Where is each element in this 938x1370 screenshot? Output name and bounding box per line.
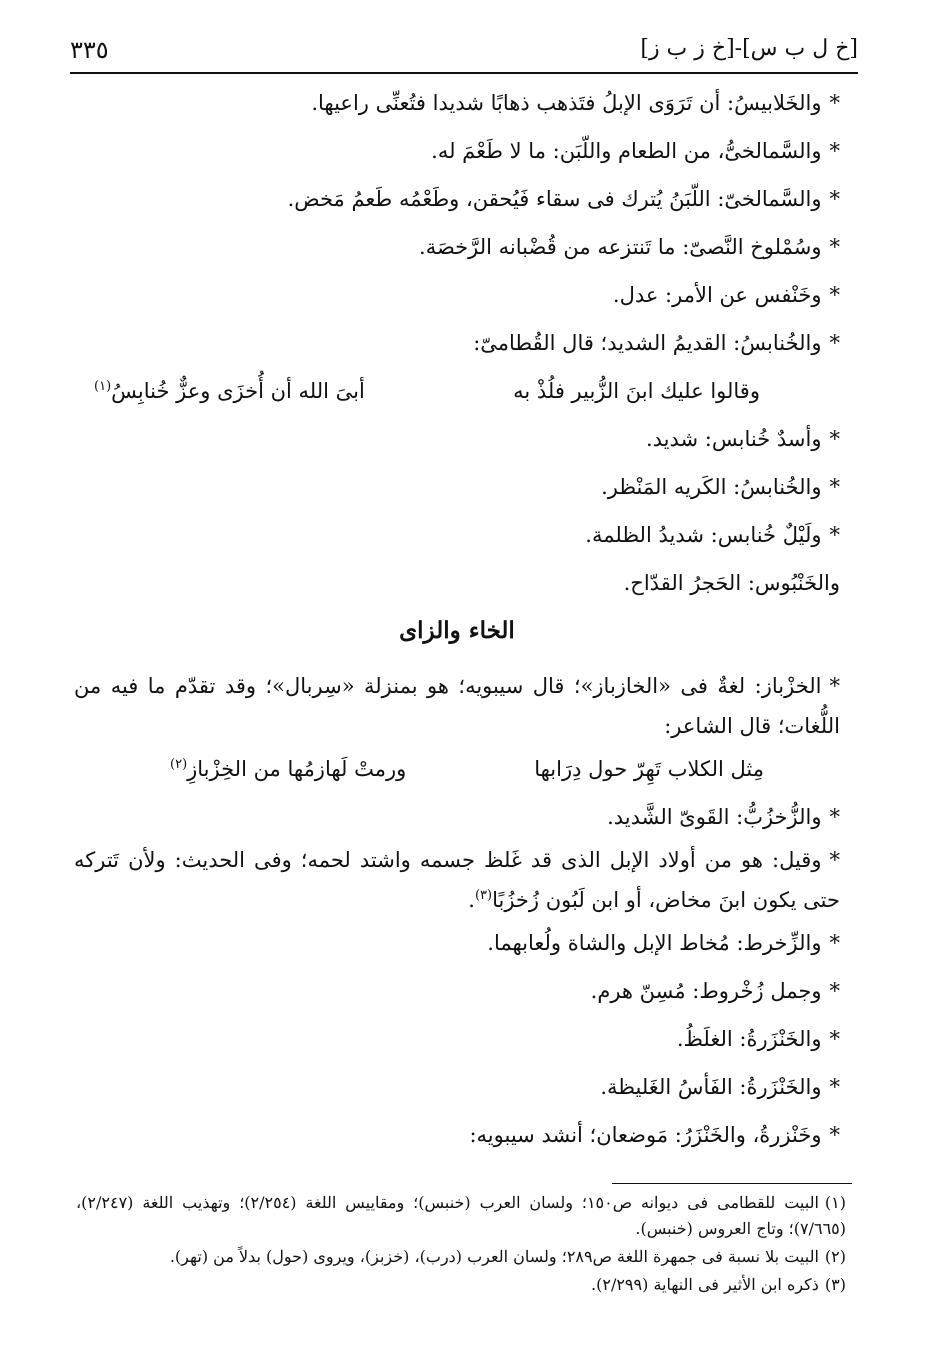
entry-text: والخُنابسُ: الكَريه المَنْظر. bbox=[601, 475, 822, 499]
entry-star: * bbox=[829, 1075, 840, 1099]
entry-line bbox=[74, 472, 840, 502]
entry-line bbox=[74, 280, 840, 310]
entry-line bbox=[74, 1120, 840, 1150]
entry-text: والخَنْبُوس: الحَجرُ القدّاح. bbox=[623, 571, 840, 595]
entry-star: * bbox=[829, 674, 840, 698]
footnote-text: البيت للقطامى فى ديوانه ص١٥٠؛ ولسان العرب (خنبس)؛ ومقاييس اللغة (٢/٢٥٤)؛ وتهذيب اللغة (٢/٢٤٧)، (٧/٦٦٥)؛ وتاج العروس (خنبس). bbox=[76, 1193, 846, 1238]
entry-text: وخَنْفس عن الأمر: عدل. bbox=[612, 283, 822, 307]
footnote-number: (٣) bbox=[824, 1275, 846, 1294]
footnote-text: ذكره ابن الأثير فى النهاية (٢/٢٩٩). bbox=[591, 1275, 819, 1294]
entry-star: * bbox=[829, 187, 840, 211]
entry-text: وسُمْلوخ النَّصىّ: ما تَنتزعه من قُضْبانه الرَّخصَة. bbox=[419, 235, 822, 259]
footnote-number: (١) bbox=[824, 1193, 846, 1212]
verse-hemistich-second bbox=[170, 754, 406, 784]
page-header bbox=[70, 30, 858, 70]
entry-paragraph bbox=[74, 666, 840, 746]
entry-text: والخَنْزَرةُ: الفَأسُ الغَليظة. bbox=[600, 1075, 822, 1099]
entry-text: ولَيْلٌ خُنابس: شديدُ الظلمة. bbox=[585, 523, 822, 547]
footnote-item bbox=[76, 1190, 846, 1242]
entry-text: وخَنْزرةُ، والخَنْزَرُ: مَوضعان؛ أنشد سيبويه: bbox=[469, 1123, 822, 1147]
entry-star: * bbox=[829, 931, 840, 955]
entry-star: * bbox=[829, 979, 840, 1003]
footnote-ref: (١) bbox=[94, 379, 112, 394]
section-heading: الخاء والزاى bbox=[399, 617, 515, 644]
verse-hemistich-first: مِثل الكلاب تَهِرّ حول دِرَابها bbox=[534, 757, 764, 781]
footnote-rule bbox=[612, 1183, 852, 1184]
entry-star: * bbox=[829, 1027, 840, 1051]
verse-hemistich-first: وقالوا عليك ابنَ الزُّبير فلُذْ به bbox=[513, 379, 760, 403]
footnote-ref: (٢) bbox=[170, 757, 188, 772]
entry-star: * bbox=[829, 848, 840, 872]
entry-text: والزُّخزُبُّ: القَوىّ الشَّديد. bbox=[607, 805, 822, 829]
entry-text: والسَّمالخىّ: اللّبَنُ يُترك فى سقاء فَيُحقن، وطَعْمُه طَعمُ مَخض. bbox=[287, 187, 822, 211]
entry-text: والزِّخرط: مُخاط الإبل والشاة ولُعابهما. bbox=[487, 931, 822, 955]
entry-line bbox=[74, 976, 840, 1006]
entry-text: وأسدٌ خُنابس: شديد. bbox=[645, 427, 822, 451]
verse-khizbaz bbox=[74, 754, 840, 784]
entry-line bbox=[74, 520, 840, 550]
main-text bbox=[74, 88, 840, 1168]
verse-qutami bbox=[74, 376, 840, 406]
footnote-number: (٢) bbox=[824, 1247, 846, 1266]
entry-line bbox=[74, 1072, 840, 1102]
footnotes bbox=[76, 1190, 846, 1300]
entry-text: والسَّمالخىُّ، من الطعام واللّبَن: ما لا طَعْمَ له. bbox=[431, 139, 822, 163]
entry-text: الخزْباز: لغةٌ فى «الخازباز»؛ قال سيبويه؛ هو بمنزلة «سِربال»؛ وقد تقدّم ما فيه من اللُّغات؛ قال الشاعر: bbox=[74, 674, 840, 738]
entry-line bbox=[74, 568, 840, 598]
entry-line bbox=[74, 136, 840, 166]
entry-star: * bbox=[829, 283, 840, 307]
entry-line bbox=[74, 928, 840, 958]
verse-hemistich-text: أبىَ الله أن أُخزَى وعزٌّ خُنابِسُ bbox=[111, 379, 365, 403]
entry-text: والخَلابيسُ: أن تَرَوَى الإبلُ فتَذهب ذهابًا شديدا فتُعنِّى راعيها. bbox=[311, 91, 822, 115]
entry-text: والخُنابسُ: القديمُ الشديد؛ قال القُطامىّ: bbox=[473, 331, 822, 355]
entry-text-tail: . bbox=[468, 888, 475, 912]
entry-line bbox=[74, 232, 840, 262]
entry-star: * bbox=[829, 427, 840, 451]
entry-star: * bbox=[829, 805, 840, 829]
footnote-ref: (٣) bbox=[474, 888, 493, 903]
entry-text: والخَنْزَرةُ: الغلَظُ. bbox=[676, 1027, 822, 1051]
page-number: ٣٣٥ bbox=[70, 36, 109, 64]
entry-text: وجمل زُخْروط: مُسِنّ هرم. bbox=[590, 979, 822, 1003]
entry-star: * bbox=[829, 235, 840, 259]
entry-line bbox=[74, 184, 840, 214]
footnote-item bbox=[76, 1272, 846, 1298]
verse-hemistich-text: ورمتْ لَهازمُها من الخِزْبازِ bbox=[187, 757, 407, 781]
entry-star: * bbox=[829, 475, 840, 499]
entry-star: * bbox=[829, 1123, 840, 1147]
entry-line bbox=[74, 328, 840, 358]
entry-star: * bbox=[829, 523, 840, 547]
entry-line bbox=[74, 802, 840, 832]
entry-star: * bbox=[829, 139, 840, 163]
running-title: [خ ل ب س]-[خ ز ب ز] bbox=[640, 36, 858, 61]
entry-text: وقيل: هو من أولاد الإبل الذى قد غَلظ جسمه واشتد لحمه؛ وفى الحديث: ولأن تَتركه حتى يكون ابنَ مخاض، أو ابن لَبُون زُخزُبًا bbox=[74, 848, 840, 912]
entry-line bbox=[74, 88, 840, 118]
entry-paragraph bbox=[74, 840, 840, 920]
footnote-text: البيت بلا نسبة فى جمهرة اللغة ص٢٨٩؛ ولسان العرب (درب)، (خزبز)، ويروى (حول) بدلاً من (تهر). bbox=[169, 1247, 819, 1266]
verse-hemistich-second bbox=[94, 376, 365, 406]
entry-star: * bbox=[829, 331, 840, 355]
footnote-item bbox=[76, 1244, 846, 1270]
entry-star: * bbox=[829, 91, 840, 115]
header-rule bbox=[70, 72, 858, 74]
entry-line bbox=[74, 1024, 840, 1054]
entry-line bbox=[74, 424, 840, 454]
